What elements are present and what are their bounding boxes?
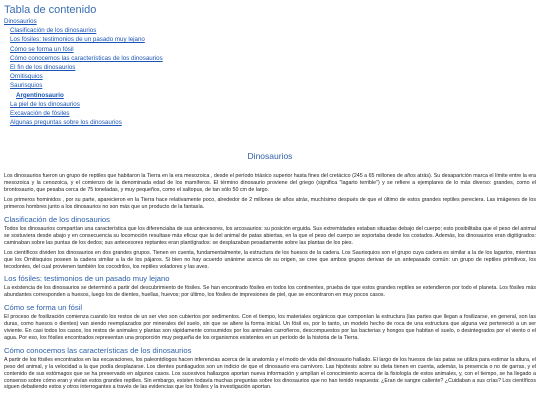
section-heading: Clasificación de los dinosaurios xyxy=(4,214,110,224)
toc-link[interactable]: Argentinosaurio xyxy=(16,91,64,99)
toc-link[interactable]: Los fósiles: testimonios de un pasado muy lejano xyxy=(10,36,145,44)
section-heading: Cómo se forma un fósil xyxy=(4,303,83,313)
toc-link[interactable]: Clasificación de los dinosaurios xyxy=(10,27,97,35)
toc-item xyxy=(10,26,536,35)
toc-item xyxy=(10,45,536,54)
sections xyxy=(4,215,536,391)
toc-link[interactable]: Dinosaurios xyxy=(4,18,37,25)
toc-item xyxy=(10,54,536,63)
toc-item xyxy=(10,118,536,127)
section-paragraph: A partir de los fósiles encontrados en las excavaciones, los paleontólogos hacen inferencias acerca de la anatomía y el modo de vida del dinosaurio hallado. El largo de los huesos de las patas se utiliza para estimar la altura, el peso del animal, y la velocidad a la que podía desplazarse. Los dientes puntiagudos son un indicio de que el dinosaurio era carnívoro. Las hipótesis sobre su dieta tienen en cuenta, además, la presencia o no de garras, y el contenido de sus estómagos que se ha preservado en algunos casos. Los sucesivos hallazgos aportan nueva información y amplían el conocimiento acerca de la fisiología de estos animales, y, con el tiempo, se ha llegado a consenso sobre cómo eran y vivían estos grandes reptiles. Sin embargo, existen todavía muchas preguntas sobre los dinosaurios que no han tenido respuesta: ¿Eran de sangre caliente? ¿Cuidaban a sus crías? Los científicos siguen debatiendo estos y otros interrogantes a través de las evidencias que los fósiles y la investigación aportan. xyxy=(4,356,536,391)
toc-item xyxy=(16,91,536,100)
intro-paragraph: Los primeros hominidos , por su parte, aparecieron en la Tierra hace relativamente poco, alrededor de 2 millones de años atrás, muchísimo después de que el último de estos grandes reptiles pereciera. Las imágenes de los primeros hombres junto a los dinosaurios no son más que un producto de la fantasía. xyxy=(4,197,536,211)
intro xyxy=(4,173,536,211)
toc-link[interactable]: El fin de los dinosaurios xyxy=(10,64,76,72)
toc-link[interactable]: Cómo conocemos las características de los dinosaurios xyxy=(10,54,163,62)
toc-link[interactable]: Cómo se forma un fósil xyxy=(10,45,74,53)
toc-item xyxy=(10,63,536,72)
section-paragraph: La existencia de los dinosaurios se determinó a partir del descubrimiento de fósiles. Se han encontrado fósiles en todos los continentes, prueba de que estos grandes reptiles se extendieron por todo el planeta. Los fósiles más abundantes corresponden a huesos, luego los de dientes, huellas, huevos; por último, los fósiles de impresiones de piel, que se encontraron en muy pocos casos. xyxy=(4,285,536,299)
toc-link[interactable]: Algunas preguntas sobre los dinosaurios xyxy=(10,119,122,127)
intro-paragraph: Los dinosaurios fueron un grupo de reptiles que habitaron la Tierra en la era mesozoica , desde el período triásico superior hasta fines del cretácico (245 a 65 millones de años atrás). Su desaparición marca el límite entre la era mesozoica y la cenozoica, y el comienzo de la denominada edad de los mamíferos. El término dinosaurio proviene del griego (significa "lagarto terrible") y se refiere a ejemplares de lo más diverso: grandes, como el brontosaurio, que pesaba cerca de 75 toneladas, y muy pequeños, como el saltopus, de tan sólo 50 cm de largo. xyxy=(4,173,536,194)
toc-link[interactable]: Excavación de fósiles xyxy=(10,110,70,118)
section-heading: Los fósiles: testimonios de un pasado muy lejano xyxy=(4,274,170,284)
toc-item xyxy=(10,81,536,90)
toc-link[interactable]: Saurisquios xyxy=(10,82,43,90)
section-paragraph: Todos los dinosaurios compartían una característica que los diferenciaba de sus antecesores, los arcosaurios: su posición erguida. Sus extremidades estaban situadas debajo del cuerpo; esto posibilitaba que el peso del animal se sostuviera desde abajo y en consecuencia su locomoción resultase más eficaz que la del animal de patas abiertas, en la que el peso del cuerpo se soportaba desde los costados. Además, los dinosaurios eran digitígrados: caminaban sobre las puntas de los dedos; sus antecesores reptantes eran plantígrados: se desplazaban pesadamente sobre las plantas de los pies. xyxy=(4,225,536,246)
toc-item xyxy=(10,35,536,44)
section-heading: Cómo conocemos las características de los dinosaurios xyxy=(4,345,192,355)
document-page xyxy=(0,4,540,409)
section-paragraph: El proceso de fosilización comienza cuando los restos de un ser vivo son cubiertos por sedimentos. Con el tiempo, los materiales orgánicos que componían la estructura (las partes que llegan a fosilizarse, en general, son las duras, como huesos o dientes) van siendo reemplazados por minerales del suelo, sin que se altere la forma inicial. Un fósil es, por lo tanto, un modelo hecho de roca de una estructura que alguna vez perteneció a un ser viviente. En casi todos los casos, los restos de animales y plantas son rápidamente consumidos por los animales carroñeros, descompuestos por las bacterias y hongos que habitan el suelo, o desintegrados por el viento o el agua. Por eso, los fósiles encontrados representan una proporción muy pequeña de los organismos existentes en un período de la historia de la Tierra. xyxy=(4,314,536,341)
toc-link[interactable]: Ornitisquios xyxy=(10,73,43,81)
toc-link[interactable]: La piel de los dinosaurios xyxy=(10,100,80,108)
toc-item xyxy=(4,17,536,26)
table-of-contents xyxy=(4,17,536,127)
toc-item xyxy=(10,100,536,109)
page-title: Dinosaurios xyxy=(247,151,293,162)
toc-item xyxy=(10,109,536,118)
toc-item xyxy=(10,72,536,81)
toc-title: Tabla de contenido xyxy=(4,4,97,16)
section-paragraph: Los científicos dividen los dinosaurios en dos grandes grupos. Tienen en cuenta, fundamentalmente, la estructura de los huesos de la cadera. Los Saurisquios son el grupo cuya cadera es similar a la de los lagartos, mientras que los Ornitisquios poseen la cadera similar a la de los pájaros. Si bien no hay acuerdo unánime acerca de su origen, se cree que ambos grupos derivan de un antepasado común: un grupo de reptiles primitivos, los tecodontes, del cual provienen también los cocodrilos, los reptiles voladores y las aves. xyxy=(4,249,536,270)
